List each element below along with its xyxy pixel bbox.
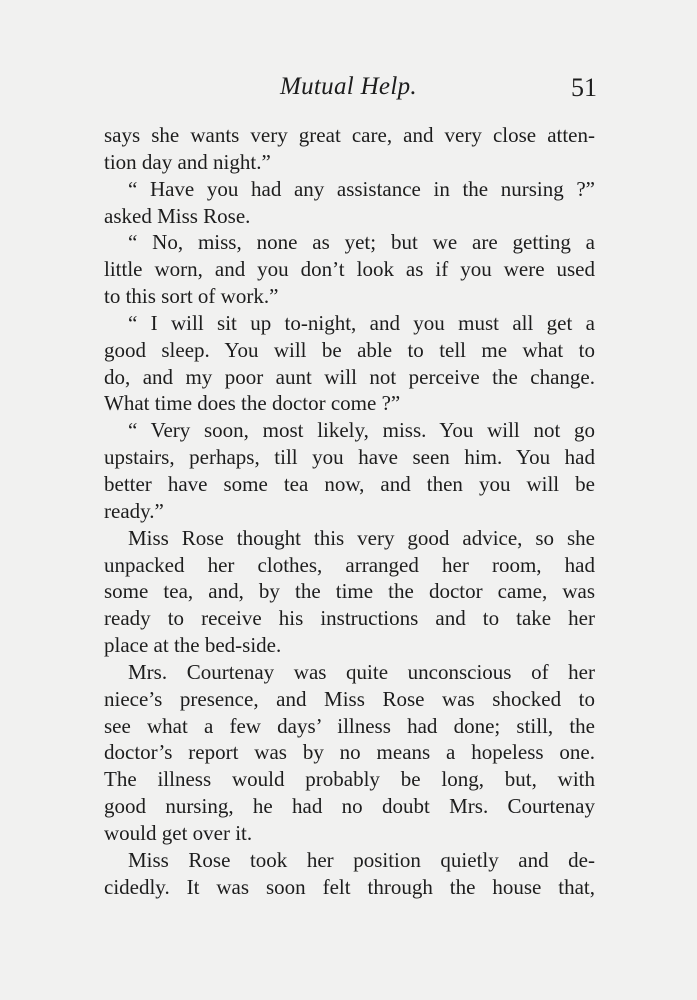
text-line: good nursing, he had no doubt Mrs. Courtenay <box>104 794 595 819</box>
text-line: says she wants very great care, and very close atten- <box>104 123 595 147</box>
text-line: doctor’s report was by no means a hopeless one. <box>104 740 595 765</box>
text-line: Miss Rose took her position quietly and de- <box>128 847 595 872</box>
text-line: niece’s presence, and Miss Rose was shocked to <box>104 686 595 711</box>
text-line: “ No, miss, none as yet; but we are getting a <box>128 230 595 255</box>
text-line: What time does the doctor come ?” <box>104 391 401 416</box>
text-line: “ Have you had any assistance in the nursing ?” <box>128 176 595 201</box>
running-title: Mutual Help. <box>280 73 417 100</box>
body-text <box>104 122 595 900</box>
text-line: cidedly. It was soon felt through the house that, <box>104 874 595 899</box>
text-line: place at the bed-side. <box>104 633 282 658</box>
text-line: do, and my poor aunt will not perceive the change. <box>104 364 595 389</box>
text-line: tion day and night.” <box>104 149 271 174</box>
text-line: see what a few days’ illness had done; still, the <box>104 713 595 738</box>
page-header <box>104 73 597 109</box>
text-line: upstairs, perhaps, till you have seen him. You had <box>104 445 595 470</box>
page-number: 51 <box>571 73 597 102</box>
text-line: would get over it. <box>104 820 253 845</box>
text-line: asked Miss Rose. <box>104 203 251 228</box>
text-line: ready.” <box>104 498 164 523</box>
text-line: “ I will sit up to-night, and you must all get a <box>128 310 595 335</box>
text-line: unpacked her clothes, arranged her room, had <box>104 552 595 577</box>
text-line: little worn, and you don’t look as if you were used <box>104 257 595 282</box>
text-line: Miss Rose thought this very good advice, so she <box>128 525 595 550</box>
text-line: ready to receive his instructions and to take her <box>104 606 595 631</box>
text-line: Mrs. Courtenay was quite unconscious of her <box>128 659 595 684</box>
text-line: good sleep. You will be able to tell me what to <box>104 337 595 362</box>
text-line: “ Very soon, most likely, miss. You will not go <box>128 418 595 443</box>
text-line: The illness would probably be long, but, with <box>104 767 595 792</box>
text-line: to this sort of work.” <box>104 284 279 309</box>
text-line: some tea, and, by the time the doctor came, was <box>104 579 595 604</box>
text-line: better have some tea now, and then you will be <box>104 471 595 496</box>
